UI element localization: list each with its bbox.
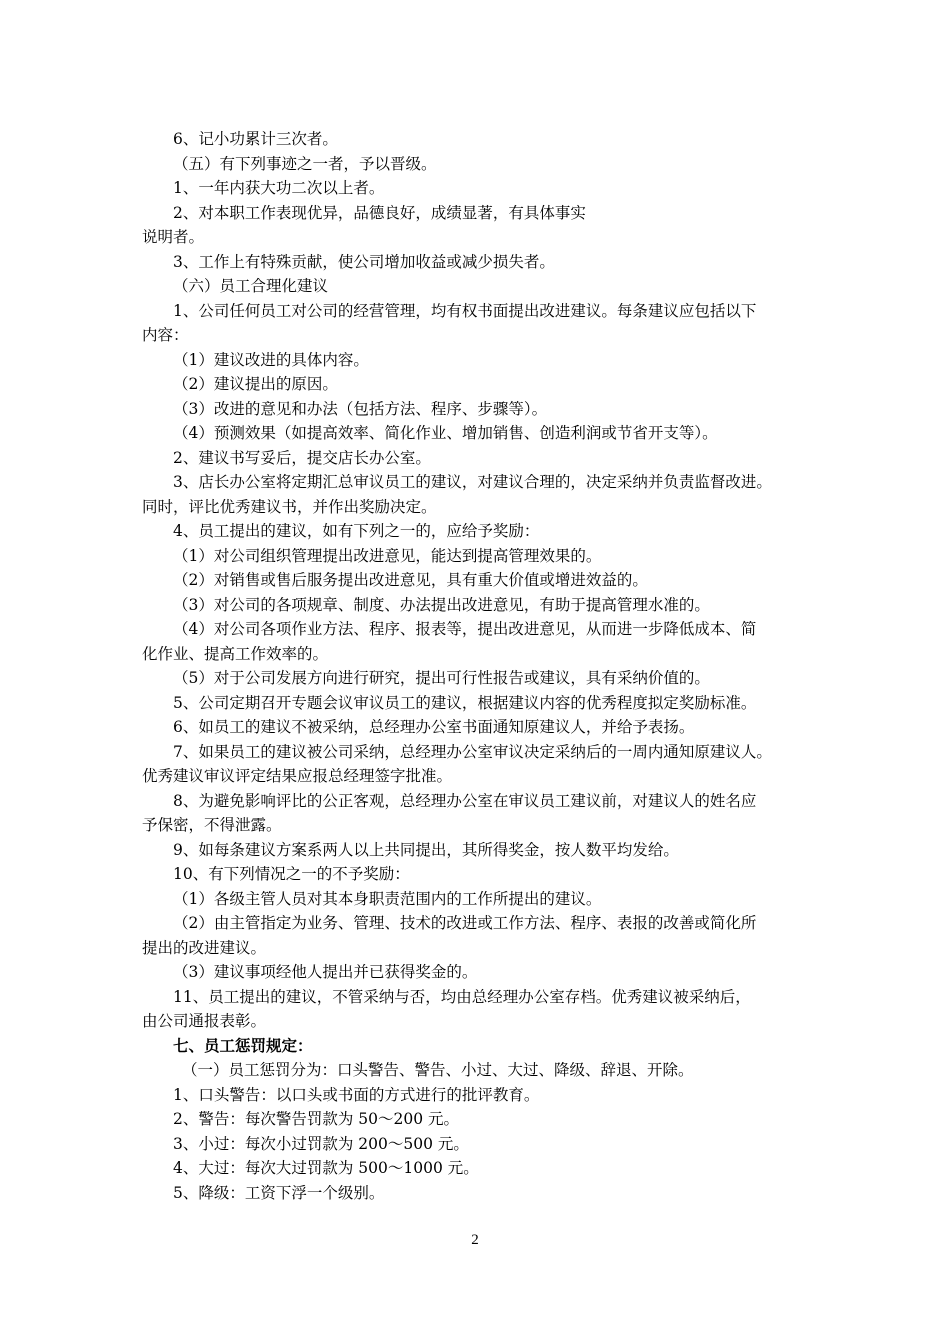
page-number: 2 <box>471 1232 479 1248</box>
text-line: 2、警告：每次警告罚款为 50～200 元。 <box>173 1110 460 1128</box>
text-line: 1、一年内获大功二次以上者。 <box>173 179 385 197</box>
text-line: 提出的改进建议。 <box>142 938 267 957</box>
text-line: 4、大过：每次大过罚款为 500～1000 元。 <box>173 1159 479 1177</box>
text-line: （3）对公司的各项规章、制度、办法提出改进意见，有助于提高管理水准的。 <box>173 595 710 614</box>
text-line: 说明者。 <box>142 228 205 246</box>
text-line: （5）对于公司发展方向进行研究，提出可行性报告或建议，具有采纳价值的。 <box>173 669 710 687</box>
text-line: （1）对公司组织管理提出改进意见，能达到提高管理效果的。 <box>173 546 602 565</box>
text-line: （4）预测效果（如提高效率、简化作业、增加销售、创造利润或节省开支等）。 <box>173 424 718 442</box>
section-heading: 七、员工惩罚规定： <box>173 1035 313 1055</box>
text-line: 由公司通报表彰。 <box>142 1012 267 1030</box>
text-line: （五）有下列事迹之一者，予以晋级。 <box>173 154 437 173</box>
text-line: 6、如员工的建议不被采纳，总经理办公室书面通知原建议人，并给予表扬。 <box>173 718 695 736</box>
text-line: （2）对销售或售后服务提出改进意见，具有重大价值或增进效益的。 <box>173 571 648 589</box>
document-body <box>142 127 822 1205</box>
text-line: 3、店长办公室将定期汇总审议员工的建议，对建议合理的，决定采纳并负责监督改进。 <box>173 473 772 491</box>
text-line: （4）对公司各项作业方法、程序、报表等，提出改进意见，从而进一步降低成本、简 <box>173 620 757 638</box>
text-line: 10、有下列情况之一的不予奖励： <box>173 865 410 883</box>
text-line: （2）由主管指定为业务、管理、技术的改进或工作方法、程序、表报的改善或简化所 <box>173 914 757 932</box>
text-line: 8、为避免影响评比的公正客观，总经理办公室在审议员工建议前，对建议人的姓名应 <box>173 791 757 810</box>
text-line: （1）建议改进的具体内容。 <box>173 350 369 369</box>
text-line: （1）各级主管人员对其本身职责范围内的工作所提出的建议。 <box>173 889 602 908</box>
text-line: 3、工作上有特殊贡献，使公司增加收益或减少损失者。 <box>173 252 555 271</box>
text-line: 内容： <box>142 326 189 344</box>
text-line: （一）员工惩罚分为：口头警告、警告、小过、大过、降级、辞退、开除。 <box>182 1061 694 1079</box>
text-line: 2、对本职工作表现优异，品德良好，成绩显著，有具体事实 <box>173 203 586 222</box>
text-line: 4、员工提出的建议，如有下列之一的，应给予奖励： <box>173 522 540 540</box>
text-line: 9、如每条建议方案系两人以上共同提出，其所得奖金，按人数平均发给。 <box>173 840 679 859</box>
text-line: 5、降级：工资下浮一个级别。 <box>173 1183 385 1202</box>
text-line: （2）建议提出的原因。 <box>173 375 338 393</box>
text-line: 7、如果员工的建议被公司采纳，总经理办公室审议决定采纳后的一周内通知原建议人。 <box>173 742 772 761</box>
text-line: 2、建议书写妥后，提交店长办公室。 <box>173 448 431 467</box>
text-line: 6、记小功累计三次者。 <box>173 130 338 148</box>
text-line: 同时，评比优秀建议书，并作出奖励决定。 <box>142 497 437 516</box>
text-line: 化作业、提高工作效率的。 <box>142 644 329 663</box>
text-line: 1、口头警告：以口头或书面的方式进行的批评教育。 <box>173 1085 540 1104</box>
text-line: 3、小过：每次小过罚款为 200～500 元。 <box>173 1134 469 1153</box>
text-line: 11、员工提出的建议，不管采纳与否，均由总经理办公室存档。优秀建议被采纳后， <box>173 987 751 1006</box>
text-line: （3）改进的意见和办法（包括方法、程序、步骤等）。 <box>173 399 548 418</box>
text-line: 5、公司定期召开专题会议审议员工的建议，根据建议内容的优秀程度拟定奖励标准。 <box>173 693 757 712</box>
text-line: 优秀建议审议评定结果应报总经理签字批准。 <box>142 767 453 785</box>
text-line: （六）员工合理化建议 <box>173 277 329 295</box>
text-line: 予保密，不得泄露。 <box>142 816 282 834</box>
text-line: （3）建议事项经他人提出并已获得奖金的。 <box>173 963 478 981</box>
text-line: 1、公司任何员工对公司的经营管理，均有权书面提出改进建议。每条建议应包括以下 <box>173 301 757 320</box>
